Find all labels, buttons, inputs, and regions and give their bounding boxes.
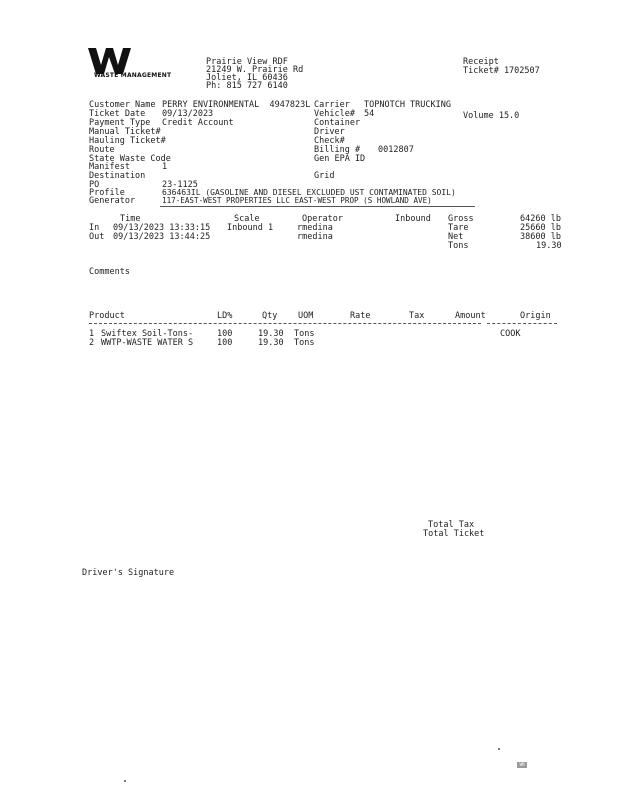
- products-header-tax: Tax: [409, 311, 425, 321]
- weights-header-operator: Operator: [302, 214, 343, 224]
- weights-row-time: 09/13/2023 13:33:15: [113, 223, 211, 233]
- field-label: PO: [89, 180, 100, 190]
- products-header-rate: Rate: [350, 311, 371, 321]
- field-label: Profile: [89, 188, 125, 198]
- logo-wordmark: WASTE MANAGEMENT: [94, 72, 172, 79]
- field-label: Driver: [314, 127, 345, 137]
- facility-city: Joliet, IL 60436: [206, 73, 288, 83]
- product-row-num: 2: [89, 338, 95, 348]
- field-label: Container: [314, 118, 361, 128]
- total-tax-label: Total Tax: [428, 520, 475, 530]
- field-label: Carrier: [314, 100, 350, 110]
- field-value: 636463IL (GASOLINE AND DIESEL EXCLUDED UST CONTAMINATED SOIL): [162, 188, 456, 197]
- comments-label: Comments: [89, 267, 130, 277]
- ticket-number: Ticket# 1702507: [463, 66, 540, 76]
- field-label: Destination: [89, 171, 146, 181]
- origin-header-rule: [487, 323, 557, 324]
- field-label: Manifest: [89, 162, 130, 172]
- weights-row-operator: rmedina: [297, 232, 333, 242]
- field-value: 117-EAST-WEST PROPERTIES LLC EAST-WEST PROP (S HOWLAND AVE): [162, 196, 432, 205]
- field-value: 54: [364, 109, 375, 119]
- product-row-name: WWTP-WASTE WATER S: [101, 338, 194, 348]
- generator-underline: [160, 206, 475, 207]
- products-header-amount: Amount: [455, 311, 486, 321]
- field-value: 23-1125: [162, 180, 198, 190]
- volume: Volume 15.0: [463, 111, 520, 121]
- products-header-product: Product: [89, 311, 125, 321]
- product-row-uom: Tons: [294, 338, 315, 348]
- summary-value: 38600 lb: [520, 232, 561, 242]
- weights-header-scale: Scale: [234, 214, 260, 224]
- products-header-ld: LD%: [217, 311, 233, 321]
- receipt-title: Receipt: [463, 57, 499, 67]
- weights-header-inbound: Inbound: [395, 214, 431, 224]
- weights-row-operator: rmedina: [297, 223, 333, 233]
- field-label: State Waste Code: [89, 154, 171, 164]
- waste-management-logo: [88, 48, 148, 74]
- field-value: 09/13/2023: [162, 109, 214, 119]
- product-row-qty: 19.30: [258, 338, 284, 348]
- summary-value: 64260 lb: [520, 214, 561, 224]
- summary-label: Tare: [448, 223, 469, 233]
- product-row-uom: Tons: [294, 329, 315, 339]
- summary-label: Gross: [448, 214, 474, 224]
- field-value: 1: [162, 162, 168, 172]
- weights-row-dir: In: [89, 223, 100, 233]
- product-row-name: Swiftex Soil-Tons-: [101, 329, 194, 339]
- product-row-qty: 19.30: [258, 329, 284, 339]
- weights-row-scale: Inbound 1: [227, 223, 274, 233]
- field-label: Customer Name: [89, 100, 156, 110]
- field-label: Billing #: [314, 145, 361, 155]
- field-label: Vehicle#: [314, 109, 355, 119]
- field-value: Credit Account: [162, 118, 234, 128]
- weights-header-time: Time: [120, 214, 141, 224]
- field-label: Hauling Ticket#: [89, 136, 166, 146]
- summary-value: 19.30: [536, 241, 562, 251]
- weights-row-time: 09/13/2023 13:44:25: [113, 232, 211, 242]
- field-label: Grid: [314, 171, 335, 181]
- field-label: Route: [89, 145, 115, 155]
- weights-row-dir: Out: [89, 232, 105, 242]
- field-label: Ticket Date: [89, 109, 146, 119]
- products-header-origin: Origin: [520, 311, 551, 321]
- field-label: Manual Ticket#: [89, 127, 161, 137]
- field-label: Gen EPA ID: [314, 154, 366, 164]
- products-header-uom: UOM: [298, 311, 314, 321]
- field-label: Payment Type: [89, 118, 151, 128]
- scan-speck: [498, 748, 500, 750]
- field-label: Generator: [89, 196, 136, 206]
- summary-value: 25660 lb: [520, 223, 561, 233]
- field-value: 0012807: [378, 145, 414, 155]
- products-header-qty: Qty: [262, 311, 278, 321]
- facility-address: 21249 W. Prairie Rd: [206, 65, 304, 75]
- field-label: Check#: [314, 136, 345, 146]
- summary-label: Net: [448, 232, 464, 242]
- product-row-ld: 100: [217, 329, 233, 339]
- field-value: TOPNOTCH TRUCKING: [364, 100, 451, 110]
- facility-name: Prairie View RDF: [206, 57, 288, 67]
- driver-signature-label: Driver's Signature: [82, 568, 175, 578]
- product-row-num: 1: [89, 329, 95, 339]
- wm-stamp: WM: [517, 762, 527, 768]
- product-row-ld: 100: [217, 338, 233, 348]
- field-value: PERRY ENVIRONMENTAL 4947823L: [162, 100, 311, 110]
- total-ticket-label: Total Ticket: [423, 529, 485, 539]
- product-row-origin: COOK: [500, 329, 521, 339]
- scan-speck: [124, 780, 126, 782]
- facility-phone: Ph: 815 727 6140: [206, 81, 288, 91]
- products-header-rule: [89, 323, 481, 324]
- summary-label: Tons: [448, 241, 469, 251]
